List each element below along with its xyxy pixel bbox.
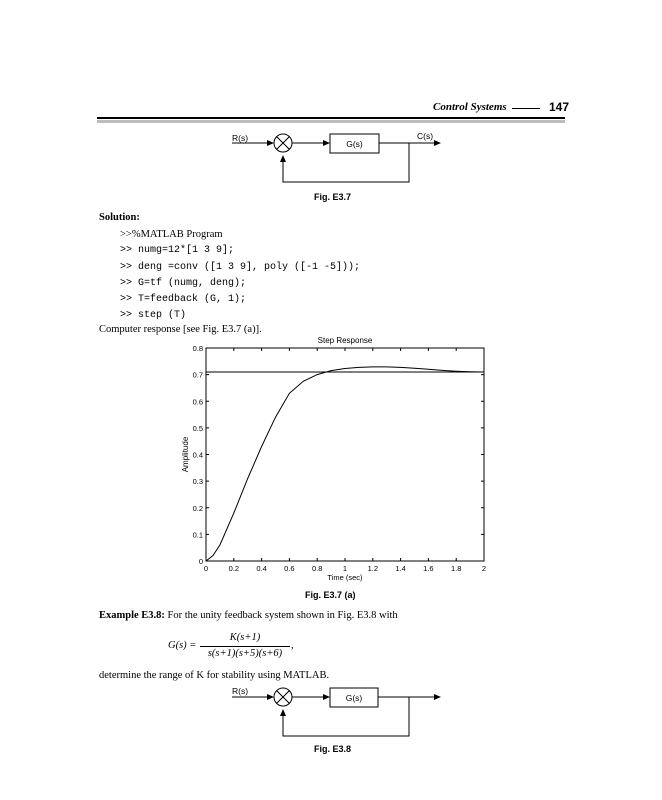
page-number: 147 bbox=[549, 100, 570, 114]
fig-e38-caption: Fig. E3.8 bbox=[314, 744, 352, 754]
y-axis-label: Amplitude bbox=[181, 436, 190, 473]
code-line-2: >> deng =conv ([1 3 9], poly ([-1 -5])); bbox=[120, 262, 361, 273]
e38-block-label: G(s) bbox=[345, 693, 363, 703]
transfer-trail: , bbox=[291, 640, 294, 651]
x-tick-label: 0 bbox=[203, 564, 209, 573]
x-tick-label: 1.6 bbox=[423, 564, 434, 573]
transfer-numerator: K(s+1) bbox=[229, 632, 261, 643]
y-tick-label: 0.5 bbox=[192, 423, 203, 433]
x-tick-label: 1 bbox=[342, 564, 348, 573]
y-tick-label: 0.1 bbox=[192, 530, 203, 540]
chart-title: Step Response bbox=[317, 336, 373, 345]
y-tick-label: 0.3 bbox=[192, 477, 203, 487]
code-line-4: >> T=feedback (G, 1); bbox=[120, 294, 247, 305]
response-text: Computer response [see Fig. E3.7 (a)]. bbox=[99, 324, 262, 335]
fig-e37-caption: Fig. E3.7 bbox=[314, 192, 352, 202]
x-tick-label: 0.4 bbox=[256, 564, 267, 573]
y-tick-label: 0.4 bbox=[192, 450, 203, 460]
running-title: Control Systems bbox=[433, 101, 507, 113]
code-line-3: >> G=tf (numg, deng); bbox=[120, 278, 247, 289]
x-tick-label: 1.2 bbox=[367, 564, 379, 573]
y-tick-label: 0 bbox=[198, 557, 203, 566]
x-tick-label: 2 bbox=[481, 564, 487, 573]
x-tick-label: 0.8 bbox=[311, 564, 323, 573]
x-tick-label: 0.2 bbox=[228, 564, 240, 573]
code-line-1: >> numg=12*[1 3 9]; bbox=[120, 245, 235, 256]
e37-output-label: C(s) bbox=[417, 131, 434, 141]
transfer-lhs: G(s) = bbox=[168, 640, 197, 651]
determine-text: determine the range of K for stability using MATLAB. bbox=[99, 670, 330, 681]
y-tick-label: 0.2 bbox=[192, 503, 203, 513]
x-tick-label: 1.8 bbox=[450, 564, 462, 573]
y-tick-label: 0.8 bbox=[192, 344, 203, 353]
x-tick-label: 1.4 bbox=[395, 564, 406, 573]
x-tick-label: 0.6 bbox=[284, 564, 295, 573]
fig-e37a-caption: Fig. E3.7 (a) bbox=[305, 590, 356, 600]
solution-heading: Solution: bbox=[99, 212, 140, 223]
example-heading: Example E3.8: bbox=[99, 610, 165, 621]
code-line-5: >> step (T) bbox=[120, 310, 187, 321]
transfer-denominator: s(s+1)(s+5)(s+6) bbox=[207, 648, 283, 659]
example-text: For the unity feedback system shown in Fig. E3.8 with bbox=[167, 610, 398, 621]
e38-input-label: R(s) bbox=[232, 686, 249, 696]
e37-block-label: G(s) bbox=[346, 139, 363, 149]
y-tick-label: 0.7 bbox=[192, 370, 203, 380]
x-axis-label: Time (sec) bbox=[327, 573, 363, 582]
e37-input-label: R(s) bbox=[232, 133, 249, 143]
program-title: >>%MATLAB Program bbox=[120, 229, 223, 240]
y-tick-label: 0.6 bbox=[192, 397, 203, 407]
